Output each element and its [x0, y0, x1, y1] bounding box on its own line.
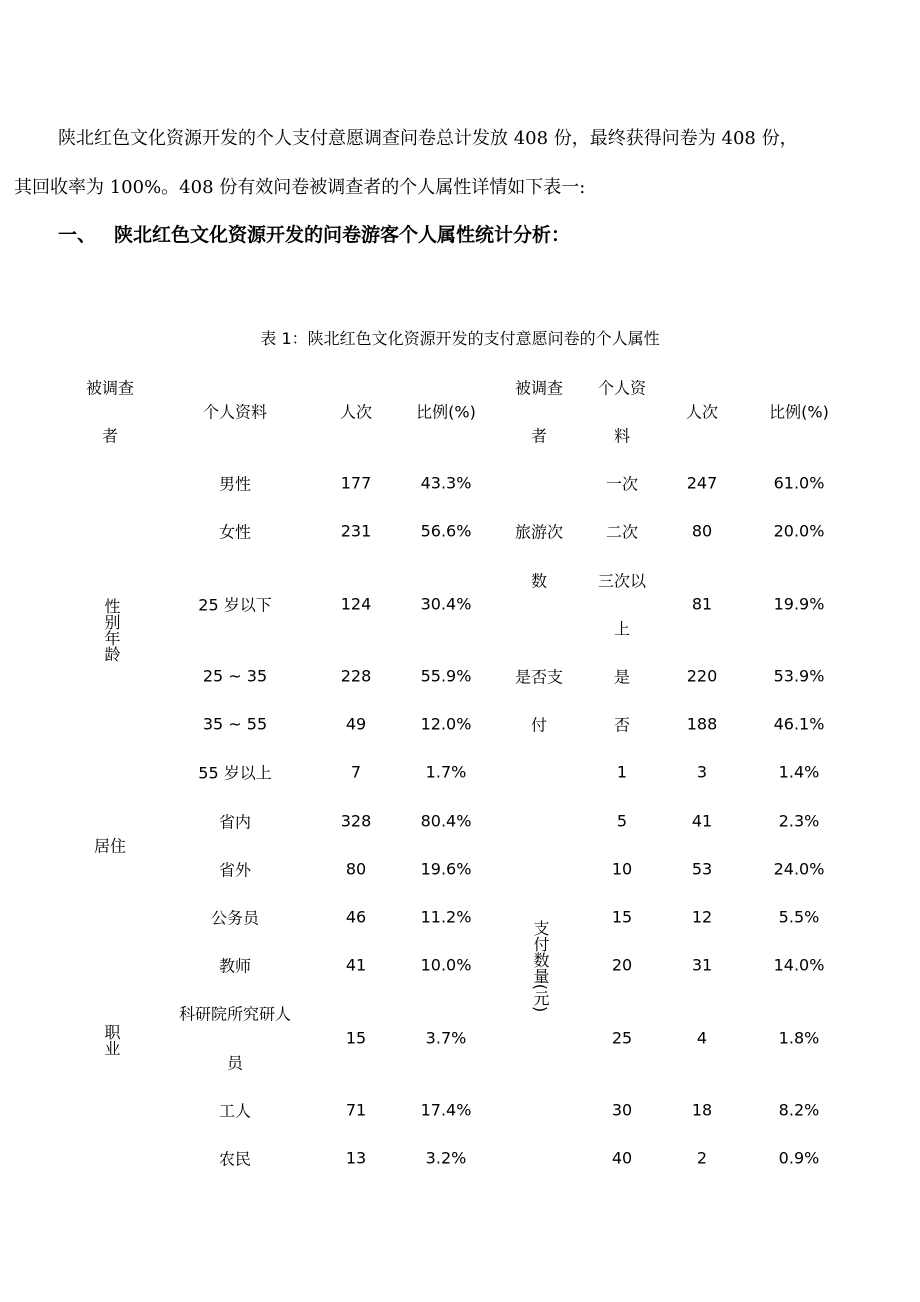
row-ratio: 1.8% — [778, 1028, 820, 1048]
row-item: 二次 — [605, 522, 639, 542]
row-ratio: 53.9% — [773, 666, 825, 686]
row-count: 328 — [340, 811, 372, 831]
row-count: 188 — [686, 714, 718, 734]
right-header-count: 人次 — [685, 402, 719, 422]
group-label-pay: 是否支 — [514, 667, 564, 687]
row-item: 1 — [616, 762, 628, 782]
row-item: 25 岁以下 — [198, 595, 272, 615]
row-item: 30 — [611, 1100, 633, 1120]
group-label-amount: 支付数量(元) — [531, 919, 550, 1013]
row-ratio: 5.5% — [778, 907, 820, 927]
row-item: 35 ~ 55 — [202, 714, 268, 734]
row-count: 228 — [340, 666, 372, 686]
row-ratio: 56.6% — [420, 521, 472, 541]
left-header-ratio: 比例(%) — [416, 402, 476, 422]
row-ratio: 19.9% — [773, 594, 825, 614]
row-ratio: 12.0% — [420, 714, 472, 734]
row-item: 三次以 — [597, 571, 647, 591]
row-ratio: 55.9% — [420, 666, 472, 686]
row-item: 是 — [613, 667, 631, 687]
row-count: 49 — [345, 714, 367, 734]
row-item: 20 — [611, 955, 633, 975]
row-item: 25 — [611, 1028, 633, 1048]
row-ratio: 80.4% — [420, 811, 472, 831]
group-label-travel-cont: 数 — [530, 571, 548, 591]
table-caption: 表 1：陕北红色文化资源开发的支付意愿问卷的个人属性 — [260, 329, 660, 348]
row-item: 40 — [611, 1148, 633, 1168]
row-count: 2 — [696, 1148, 708, 1168]
left-header-info: 个人资料 — [202, 402, 268, 422]
row-item: 25 ~ 35 — [202, 666, 268, 686]
row-ratio: 19.6% — [420, 859, 472, 879]
right-header-info: 个人资 — [597, 378, 647, 398]
section-number: 一、 — [58, 224, 97, 246]
row-ratio: 20.0% — [773, 521, 825, 541]
row-count: 53 — [691, 859, 713, 879]
row-item: 55 岁以上 — [198, 763, 272, 783]
row-count: 220 — [686, 666, 718, 686]
row-item: 否 — [613, 715, 631, 735]
row-count: 81 — [691, 594, 713, 614]
row-count: 4 — [696, 1028, 708, 1048]
row-ratio: 0.9% — [778, 1148, 820, 1168]
row-ratio: 43.3% — [420, 473, 472, 493]
row-count: 80 — [345, 859, 367, 879]
row-count: 31 — [691, 955, 713, 975]
row-ratio: 3.7% — [425, 1028, 467, 1048]
row-ratio: 1.7% — [425, 762, 467, 782]
row-ratio: 3.2% — [425, 1148, 467, 1168]
row-ratio: 1.4% — [778, 762, 820, 782]
row-count: 18 — [691, 1100, 713, 1120]
row-count: 13 — [345, 1148, 367, 1168]
row-ratio: 11.2% — [420, 907, 472, 927]
row-item: 农民 — [218, 1149, 252, 1169]
row-item-cont: 员 — [226, 1053, 244, 1073]
row-item: 省外 — [218, 860, 252, 880]
row-count: 177 — [340, 473, 372, 493]
row-count: 3 — [696, 762, 708, 782]
row-count: 12 — [691, 907, 713, 927]
row-ratio: 46.1% — [773, 714, 825, 734]
section-title: 陕北红色文化资源开发的问卷游客个人属性统计分析： — [114, 224, 571, 246]
row-ratio: 24.0% — [773, 859, 825, 879]
section-heading — [58, 220, 570, 247]
right-header-info-cont: 料 — [613, 426, 631, 446]
row-count: 41 — [345, 955, 367, 975]
right-header-ratio: 比例(%) — [769, 402, 829, 422]
row-ratio: 14.0% — [773, 955, 825, 975]
row-item: 15 — [611, 907, 633, 927]
row-count: 71 — [345, 1100, 367, 1120]
row-item: 工人 — [218, 1101, 252, 1121]
row-count: 41 — [691, 811, 713, 831]
left-header-count: 人次 — [339, 402, 373, 422]
intro-paragraph-line-2: 其回收率为 100%。408 份有效问卷被调查者的个人属性详情如下表一: — [14, 177, 586, 198]
row-count: 46 — [345, 907, 367, 927]
group-label-travel: 旅游次 — [514, 522, 564, 542]
row-item: 公务员 — [210, 908, 260, 928]
row-item: 省内 — [218, 812, 252, 832]
left-header-respondent: 被调查 — [85, 378, 135, 398]
row-item: 男性 — [218, 474, 252, 494]
row-count: 80 — [691, 521, 713, 541]
row-item: 一次 — [605, 474, 639, 494]
group-label-occupation: 职业 — [102, 1024, 121, 1056]
row-ratio: 17.4% — [420, 1100, 472, 1120]
row-item: 教师 — [218, 956, 252, 976]
group-label-gender-age: 性别年龄 — [102, 598, 121, 662]
left-header-respondent-cont: 者 — [101, 426, 119, 446]
row-item: 科研院所究研人 — [178, 1004, 292, 1024]
group-label-pay-cont: 付 — [530, 715, 548, 735]
intro-paragraph-line-1: 陕北红色文化资源开发的个人支付意愿调查问卷总计发放 408 份，最终获得问卷为 408 份， — [58, 128, 798, 149]
row-item: 女性 — [218, 522, 252, 542]
row-item: 10 — [611, 859, 633, 879]
row-ratio: 61.0% — [773, 473, 825, 493]
row-count: 247 — [686, 473, 718, 493]
right-header-respondent-cont: 者 — [530, 426, 548, 446]
group-label-residence: 居住 — [93, 836, 127, 856]
row-ratio: 2.3% — [778, 811, 820, 831]
row-ratio: 10.0% — [420, 955, 472, 975]
row-item: 5 — [616, 811, 628, 831]
row-item-cont: 上 — [613, 619, 631, 639]
right-header-respondent: 被调查 — [514, 378, 564, 398]
row-count: 124 — [340, 594, 372, 614]
row-count: 231 — [340, 521, 372, 541]
row-ratio: 8.2% — [778, 1100, 820, 1120]
row-count: 15 — [345, 1028, 367, 1048]
row-ratio: 30.4% — [420, 594, 472, 614]
row-count: 7 — [350, 762, 362, 782]
